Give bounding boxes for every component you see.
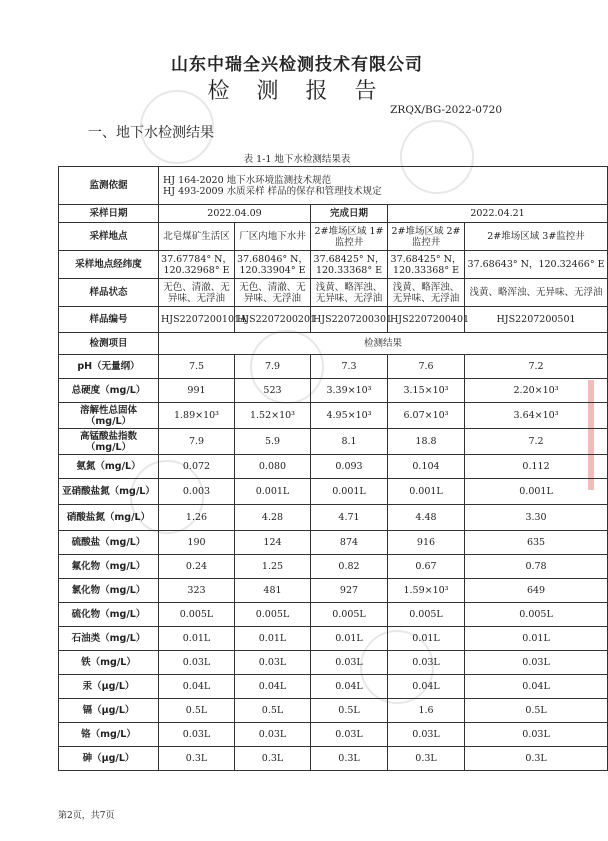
complete-date-label: 完成日期 xyxy=(311,205,388,223)
result-value: 0.78 xyxy=(465,555,608,579)
result-value: 0.001L xyxy=(388,479,465,505)
table-row xyxy=(59,531,608,555)
sample-id: HJS2207200101A xyxy=(159,307,235,333)
result-value: 0.005L xyxy=(311,603,388,627)
result-value: 0.03L xyxy=(388,651,465,675)
date-row xyxy=(59,205,608,223)
test-item: 亚硝酸盐氮（mg/L） xyxy=(59,479,159,505)
site-coords: 37.68643° N，120.32466° E xyxy=(465,251,608,279)
table-row xyxy=(59,505,608,531)
result-value: 1.6 xyxy=(388,699,465,723)
table-row xyxy=(59,429,608,455)
result-value: 0.3L xyxy=(235,747,311,771)
table-row xyxy=(59,455,608,479)
coords-label: 采样地点经纬度 xyxy=(59,251,159,279)
sample-date: 2022.04.09 xyxy=(159,205,311,223)
result-value: 0.03L xyxy=(388,723,465,747)
result-value: 4.48 xyxy=(388,505,465,531)
test-item: 硫化物（mg/L） xyxy=(59,603,159,627)
result-value: 4.95×10³ xyxy=(311,403,388,429)
result-value: 0.005L xyxy=(465,603,608,627)
results-table xyxy=(58,166,608,771)
result-value: 927 xyxy=(311,579,388,603)
table-row xyxy=(59,627,608,651)
basis-line-2: HJ 493-2009 水质采样 样品的保存和管理技术规定 xyxy=(163,185,382,197)
table-row xyxy=(59,603,608,627)
coords-row xyxy=(59,251,608,279)
site-coords: 37.68425° N，120.33368° E xyxy=(388,251,465,279)
result-value: 1.59×10³ xyxy=(388,579,465,603)
test-item: 镉（μg/L） xyxy=(59,699,159,723)
company-name: 山东中瑞全兴检测技术有限公司 xyxy=(171,55,423,75)
result-value: 0.005L xyxy=(159,603,235,627)
report-number: ZRQX/BG-2022-0720 xyxy=(390,104,502,116)
result-value: 0.003 xyxy=(159,479,235,505)
result-value: 523 xyxy=(235,379,311,403)
result-value: 4.71 xyxy=(311,505,388,531)
result-value: 7.2 xyxy=(465,355,608,379)
sample-id-label: 样品编号 xyxy=(59,307,159,333)
table-caption: 表 1-1 地下水检测结果表 xyxy=(243,154,351,165)
page-footer: 第2页，共7页 xyxy=(58,811,115,821)
status-row xyxy=(59,279,608,307)
result-value: 0.001L xyxy=(465,479,608,505)
result-value: 7.9 xyxy=(159,429,235,455)
complete-date: 2022.04.21 xyxy=(388,205,608,223)
result-value: 0.3L xyxy=(465,747,608,771)
test-item: 氯化物（mg/L） xyxy=(59,579,159,603)
result-value: 0.04L xyxy=(388,675,465,699)
test-item: 高锰酸盐指数（mg/L） xyxy=(59,429,159,455)
result-value: 0.080 xyxy=(235,455,311,479)
site-coords: 37.68425° N，120.33368° E xyxy=(311,251,388,279)
result-value: 0.072 xyxy=(159,455,235,479)
result-value: 0.112 xyxy=(465,455,608,479)
result-value: 0.04L xyxy=(235,675,311,699)
result-value: 1.89×10³ xyxy=(159,403,235,429)
result-value: 0.03L xyxy=(159,651,235,675)
sample-id: HJS2207200201 xyxy=(235,307,311,333)
basis-label: 监测依据 xyxy=(59,167,159,205)
result-value: 1.25 xyxy=(235,555,311,579)
result-value: 874 xyxy=(311,531,388,555)
table-row xyxy=(59,555,608,579)
site-status: 无色、清澈、无异味、无浮油 xyxy=(159,279,235,307)
result-value: 635 xyxy=(465,531,608,555)
sample-id: HJS2207200401 xyxy=(388,307,465,333)
result-value: 0.04L xyxy=(465,675,608,699)
result-value: 649 xyxy=(465,579,608,603)
result-value: 3.15×10³ xyxy=(388,379,465,403)
result-value: 0.03L xyxy=(159,723,235,747)
report-title: 检 测 报 告 xyxy=(207,79,387,104)
result-value: 0.01L xyxy=(311,627,388,651)
result-value: 0.82 xyxy=(311,555,388,579)
result-value: 0.03L xyxy=(311,723,388,747)
test-item: 铁（mg/L） xyxy=(59,651,159,675)
table-row xyxy=(59,699,608,723)
result-value: 0.093 xyxy=(311,455,388,479)
result-value: 0.001L xyxy=(311,479,388,505)
location-label: 采样地点 xyxy=(59,223,159,251)
basis-row xyxy=(59,167,608,205)
test-item: 硝酸盐氮（mg/L） xyxy=(59,505,159,531)
result-value: 0.3L xyxy=(388,747,465,771)
table-row xyxy=(59,651,608,675)
basis-text xyxy=(159,167,608,205)
result-value: 7.2 xyxy=(465,429,608,455)
table-row xyxy=(59,675,608,699)
result-value: 0.104 xyxy=(388,455,465,479)
sample-id-row xyxy=(59,307,608,333)
result-value: 7.9 xyxy=(235,355,311,379)
status-label: 样品状态 xyxy=(59,279,159,307)
sample-date-label: 采样日期 xyxy=(59,205,159,223)
site-name: 2#堆场区域 3#监控井 xyxy=(465,223,608,251)
result-value: 0.01L xyxy=(465,627,608,651)
result-header: 检测结果 xyxy=(159,333,608,355)
result-value: 8.1 xyxy=(311,429,388,455)
result-value: 0.5L xyxy=(311,699,388,723)
result-value: 0.3L xyxy=(159,747,235,771)
site-name: 北皂煤矿生活区 xyxy=(159,223,235,251)
site-name: 厂区内地下水井 xyxy=(235,223,311,251)
sample-id: HJS2207200501 xyxy=(465,307,608,333)
result-value: 7.5 xyxy=(159,355,235,379)
result-value: 0.01L xyxy=(388,627,465,651)
table-row xyxy=(59,479,608,505)
result-value: 5.9 xyxy=(235,429,311,455)
result-value: 0.67 xyxy=(388,555,465,579)
result-value: 916 xyxy=(388,531,465,555)
site-name: 2#堆场区域 1#监控井 xyxy=(311,223,388,251)
result-value: 323 xyxy=(159,579,235,603)
table-row xyxy=(59,355,608,379)
test-item: 石油类（mg/L） xyxy=(59,627,159,651)
test-item: 氨氮（mg/L） xyxy=(59,455,159,479)
site-status: 无色、清澈、无异味、无浮油 xyxy=(235,279,311,307)
result-value: 0.03L xyxy=(311,651,388,675)
test-item: 总硬度（mg/L） xyxy=(59,379,159,403)
site-name: 2#堆场区域 2#监控井 xyxy=(388,223,465,251)
site-status: 浅黄、略浑浊、无异味、无浮油 xyxy=(311,279,388,307)
result-value: 0.03L xyxy=(235,723,311,747)
result-value: 3.64×10³ xyxy=(465,403,608,429)
result-value: 0.04L xyxy=(311,675,388,699)
result-value: 0.005L xyxy=(388,603,465,627)
item-header: 检测项目 xyxy=(59,333,159,355)
result-value: 0.5L xyxy=(235,699,311,723)
result-value: 0.24 xyxy=(159,555,235,579)
table-row xyxy=(59,579,608,603)
test-item: 溶解性总固体（mg/L） xyxy=(59,403,159,429)
result-value: 1.52×10³ xyxy=(235,403,311,429)
result-value: 2.20×10³ xyxy=(465,379,608,403)
site-coords: 37.67784° N，120.32968° E xyxy=(159,251,235,279)
test-item: pH（无量纲） xyxy=(59,355,159,379)
result-value: 0.5L xyxy=(465,699,608,723)
result-value: 190 xyxy=(159,531,235,555)
result-value: 4.28 xyxy=(235,505,311,531)
result-value: 0.03L xyxy=(465,723,608,747)
result-value: 3.30 xyxy=(465,505,608,531)
result-value: 0.03L xyxy=(235,651,311,675)
result-value: 0.03L xyxy=(465,651,608,675)
table-row xyxy=(59,723,608,747)
test-item: 砷（μg/L） xyxy=(59,747,159,771)
result-value: 124 xyxy=(235,531,311,555)
result-value: 0.3L xyxy=(311,747,388,771)
result-value: 3.39×10³ xyxy=(311,379,388,403)
result-value: 18.8 xyxy=(388,429,465,455)
test-item: 氟化物（mg/L） xyxy=(59,555,159,579)
location-row xyxy=(59,223,608,251)
basis-line-1: HJ 164-2020 地下水环境监测技术规范 xyxy=(163,174,332,186)
table-row xyxy=(59,747,608,771)
test-item: 硫酸盐（mg/L） xyxy=(59,531,159,555)
result-value: 6.07×10³ xyxy=(388,403,465,429)
table-row xyxy=(59,403,608,429)
result-value: 7.6 xyxy=(388,355,465,379)
table-row xyxy=(59,379,608,403)
results-table-body xyxy=(59,167,608,771)
result-value: 7.3 xyxy=(311,355,388,379)
sample-id: HJS2207200301 xyxy=(311,307,388,333)
result-value: 0.001L xyxy=(235,479,311,505)
test-item: 铬（mg/L） xyxy=(59,723,159,747)
test-item: 汞（μg/L） xyxy=(59,675,159,699)
result-value: 991 xyxy=(159,379,235,403)
site-coords: 37.68046° N，120.33904° E xyxy=(235,251,311,279)
result-value: 0.04L xyxy=(159,675,235,699)
header-row xyxy=(59,333,608,355)
result-value: 481 xyxy=(235,579,311,603)
result-value: 0.01L xyxy=(159,627,235,651)
site-status: 浅黄、略浑浊、无异味、无浮油 xyxy=(388,279,465,307)
result-value: 0.005L xyxy=(235,603,311,627)
result-value: 0.5L xyxy=(159,699,235,723)
result-value: 0.01L xyxy=(235,627,311,651)
section-title: 一、地下水检测结果 xyxy=(88,125,214,141)
site-status: 浅黄、略浑浊、无异味、无浮油 xyxy=(465,279,608,307)
result-value: 1.26 xyxy=(159,505,235,531)
